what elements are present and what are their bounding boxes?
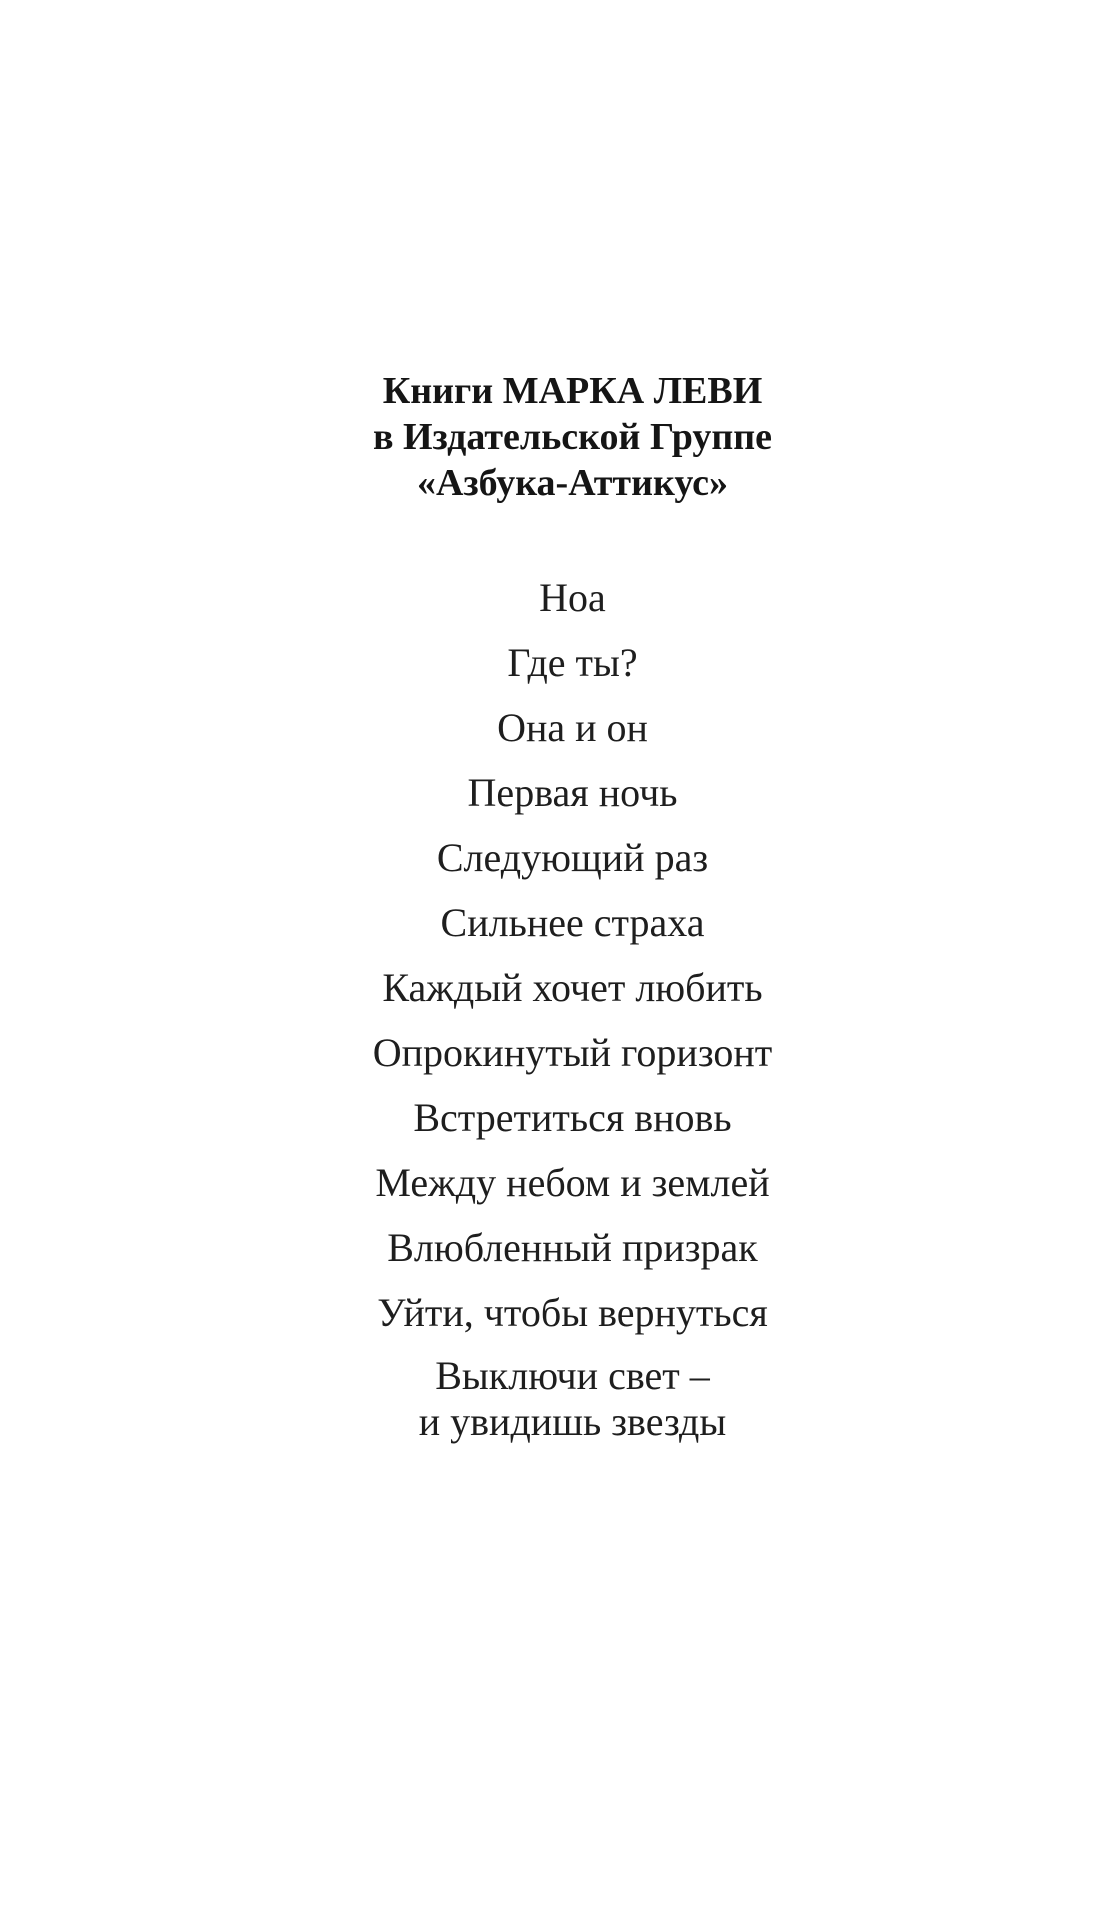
book-title: Следующий раз	[436, 835, 709, 880]
heading-line-2: в Издательской Группе	[372, 416, 773, 458]
book-title-line-2: и увидишь звезды	[418, 1399, 727, 1444]
page-heading	[0, 368, 1100, 506]
book-title: Опрокинутый горизонт	[372, 1030, 773, 1075]
book-title: Первая ночь	[467, 770, 678, 815]
book-title-list	[0, 573, 1100, 1445]
book-title-two-line	[0, 1353, 1100, 1445]
book-title: Ноа	[539, 575, 606, 620]
book-title: Уйти, чтобы вернуться	[377, 1290, 768, 1335]
heading-line-1: Книги МАРКА ЛЕВИ	[382, 370, 763, 412]
book-title-line-1: Выключи свет –	[435, 1353, 710, 1398]
book-title: Она и он	[497, 705, 648, 750]
heading-line-3: «Азбука-Аттикус»	[416, 462, 729, 504]
book-title: Между небом и землей	[375, 1160, 770, 1205]
book-title: Каждый хочет любить	[382, 965, 763, 1010]
book-title: Где ты?	[507, 640, 638, 685]
book-title: Встретиться вновь	[413, 1095, 732, 1140]
book-title: Влюбленный призрак	[387, 1225, 758, 1270]
book-title: Сильнее страха	[440, 900, 705, 945]
